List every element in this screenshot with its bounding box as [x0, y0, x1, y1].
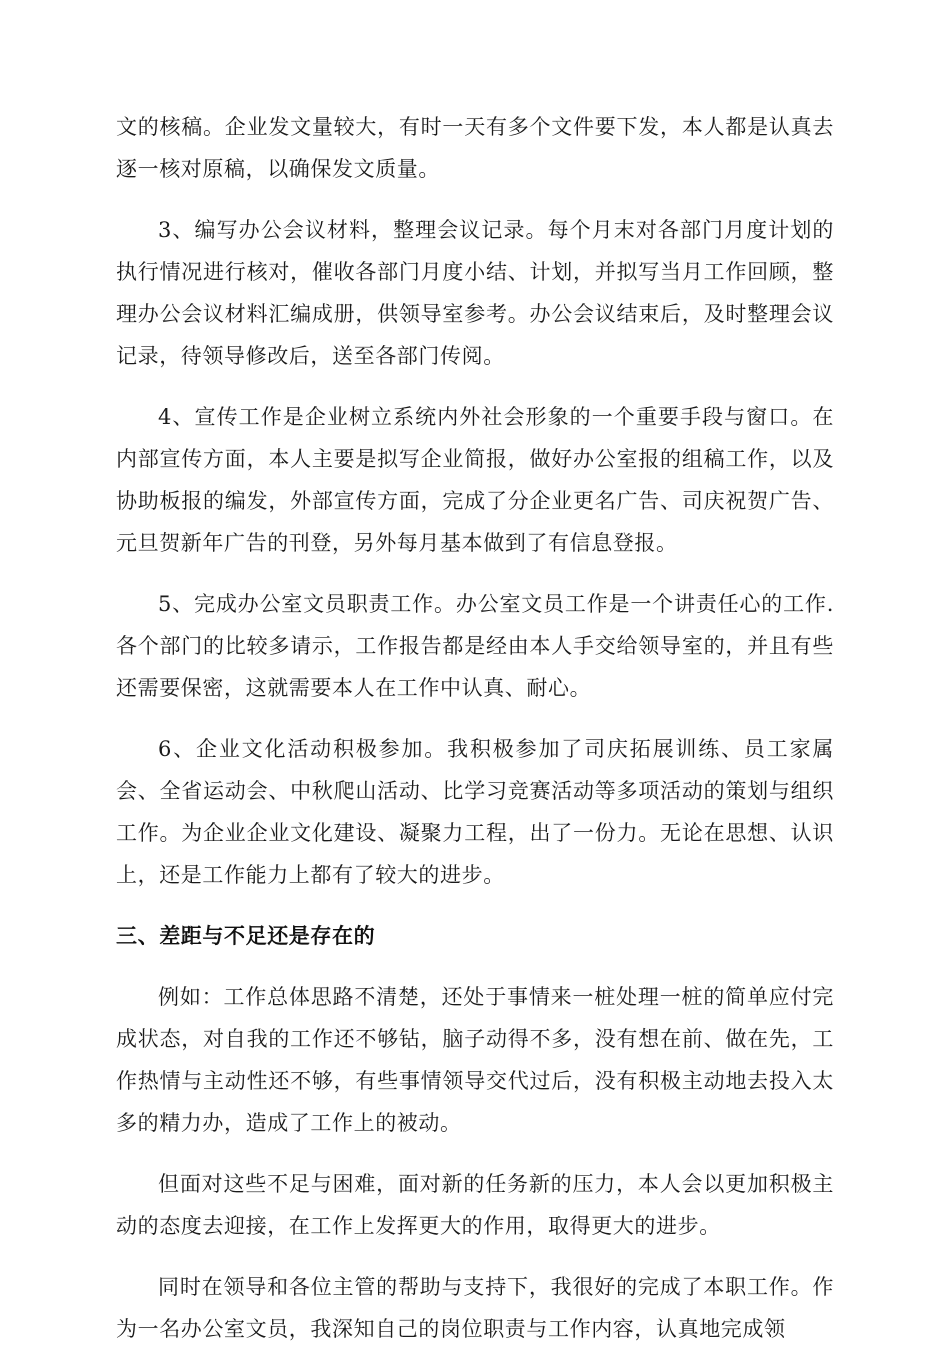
document-body: [116, 106, 834, 1369]
paragraph-continuation: 文的核稿。企业发文量较大，有时一天有多个文件要下发，本人都是认真去逐一核对原稿，以确保发文质量。: [116, 115, 834, 181]
paragraph-shortcomings: 例如：工作总体思路不清楚，还处于事情来一桩处理一桩的简单应付完成状态，对自我的工作还不够钻，脑子动得不多，没有想在前、做在先，工作热情与主动性还不够，有些事情领导交代过后，没有积极主动地去投入太多的精力办，造成了工作上的被动。: [116, 985, 834, 1135]
paragraph-resolution: 但面对这些不足与困难，面对新的任务新的压力，本人会以更加积极主动的态度去迎接，在工作上发挥更大的作用，取得更大的进步。: [116, 1172, 834, 1238]
paragraph-item-5: 5、完成办公室文员职责工作。办公室文员工作是一个讲责任心的工作. 各个部门的比较多请示，工作报告都是经由本人手交给领导室的，并且有些还需要保密，这就需要本人在工作中认真、耐心。: [116, 592, 834, 700]
paragraph-item-4: 4、宣传工作是企业树立系统内外社会形象的一个重要手段与窗口。在内部宣传方面，本人主要是拟写企业简报，做好办公室报的组稿工作，以及协助板报的编发，外部宣传方面，完成了分企业更名广告、司庆祝贺广告、元旦贺新年广告的刊登，另外每月基本做到了有信息登报。: [116, 405, 834, 555]
paragraph-summary: 同时在领导和各位主管的帮助与支持下，我很好的完成了本职工作。作为一名办公室文员，我深知自己的岗位职责与工作内容，认真地完成领: [116, 1275, 834, 1341]
section-heading: 三、差距与不足还是存在的: [116, 924, 376, 948]
paragraph-item-3: 3、编写办公会议材料，整理会议记录。每个月末对各部门月度计划的执行情况进行核对，催收各部门月度小结、计划，并拟写当月工作回顾，整理办公会议材料汇编成册，供领导室参考。办公会议结束后，及时整理会议记录，待领导修改后，送至各部门传阅。: [116, 218, 834, 368]
paragraph-item-6: 6、企业文化活动积极参加。我积极参加了司庆拓展训练、员工家属会、全省运动会、中秋爬山活动、比学习竞赛活动等多项活动的策划与组织工作。为企业企业文化建设、凝聚力工程，出了一份力。无论在思想、认识上，还是工作能力上都有了较大的进步。: [116, 737, 834, 887]
